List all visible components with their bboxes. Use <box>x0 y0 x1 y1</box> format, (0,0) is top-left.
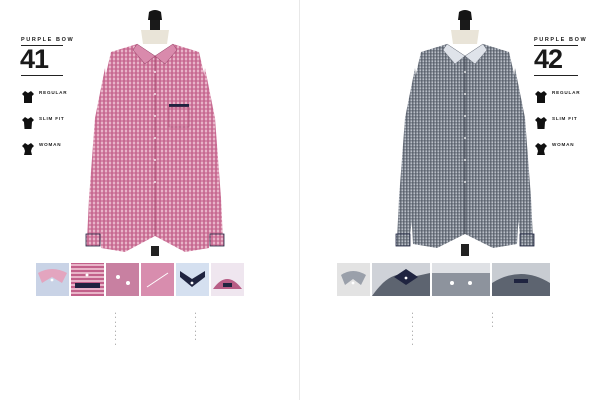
right-feature-list-a <box>412 311 488 346</box>
left-page-label: PURPLE BOW <box>21 37 75 43</box>
size-row-slim-fit <box>21 116 79 142</box>
left-feature-list-a <box>115 311 191 346</box>
shirt-silhouette-icon <box>21 90 35 104</box>
left-size-list <box>21 90 79 168</box>
feature-item <box>492 324 572 328</box>
left-page-number: 41 <box>20 44 49 74</box>
right-mannequin-shirt-image <box>385 8 545 258</box>
feature-item <box>195 337 275 341</box>
detail-thumbnail <box>211 263 244 296</box>
detail-thumbnail <box>492 263 550 296</box>
feature-item <box>412 342 488 346</box>
size-name: SLIM FIT <box>552 116 578 121</box>
left-detail-thumbnails <box>36 263 244 296</box>
shirt-silhouette-icon <box>21 116 35 130</box>
size-name: WOMAN <box>552 142 575 147</box>
detail-thumbnail <box>432 263 490 296</box>
page-spine <box>299 0 300 400</box>
detail-thumbnail <box>71 263 104 296</box>
right-page-number: 42 <box>534 44 563 74</box>
detail-thumbnail <box>176 263 209 296</box>
detail-thumbnail <box>337 263 370 296</box>
detail-thumbnail <box>372 263 430 296</box>
size-name: REGULAR <box>552 90 581 95</box>
left-mannequin-shirt-image <box>75 8 235 258</box>
size-name: REGULAR <box>39 90 68 95</box>
left-number-rule <box>21 75 63 76</box>
right-page-label: PURPLE BOW <box>534 37 588 43</box>
size-name: WOMAN <box>39 142 62 147</box>
size-row-woman <box>21 142 79 168</box>
size-row-regular <box>21 90 79 116</box>
feature-item <box>115 342 191 346</box>
size-name: SLIM FIT <box>39 116 65 121</box>
detail-thumbnail <box>106 263 139 296</box>
detail-thumbnail <box>36 263 69 296</box>
left-feature-list-b <box>195 311 275 342</box>
right-detail-thumbnails <box>337 263 550 296</box>
right-feature-list-b <box>492 311 572 329</box>
blouse-silhouette-icon <box>21 142 35 156</box>
detail-thumbnail <box>141 263 174 296</box>
